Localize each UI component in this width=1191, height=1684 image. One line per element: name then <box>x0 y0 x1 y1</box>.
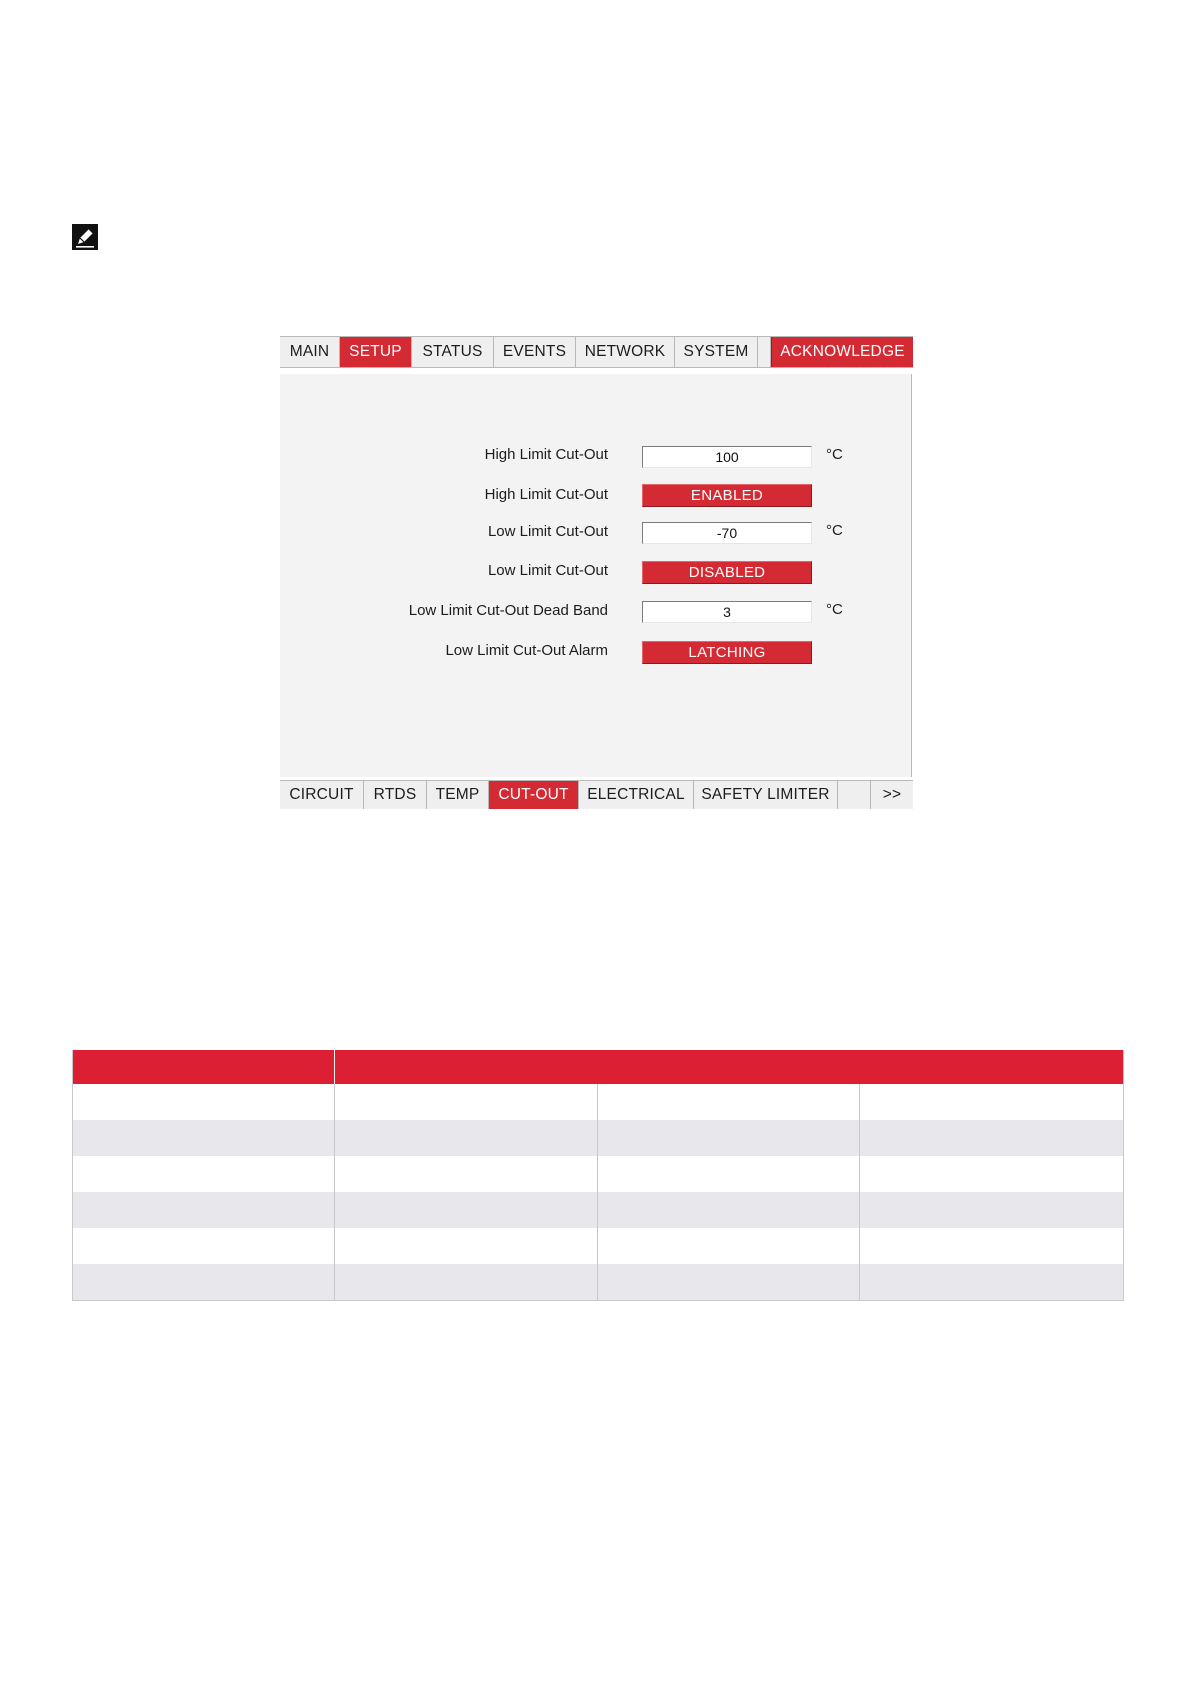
low-limit-unit: °C <box>826 522 843 539</box>
table-row <box>73 1264 1123 1300</box>
dead-band-unit: °C <box>826 601 843 618</box>
tab-rtds[interactable]: RTDS <box>364 781 427 809</box>
tab-temp[interactable]: TEMP <box>427 781 489 809</box>
tab-main[interactable]: MAIN <box>280 337 340 367</box>
low-limit-value-field[interactable]: -70 <box>642 522 812 544</box>
bottom-tab-bar <box>280 780 913 809</box>
high-limit-enabled-button[interactable]: ENABLED <box>642 484 812 507</box>
table-cell <box>598 1084 860 1120</box>
acknowledge-button[interactable]: ACKNOWLEDGE <box>771 337 913 367</box>
table-cell <box>598 1228 860 1264</box>
more-tabs-button[interactable]: >> <box>882 786 902 803</box>
alarm-latching-button[interactable]: LATCHING <box>642 641 812 664</box>
table-cell <box>73 1192 335 1228</box>
high-limit-state-label: High Limit Cut-Out <box>484 486 608 503</box>
table-cell <box>860 1120 1123 1156</box>
cut-out-settings <box>280 374 912 777</box>
tab-status[interactable]: STATUS <box>412 337 494 367</box>
table-cell <box>860 1156 1123 1192</box>
data-table <box>72 1050 1124 1301</box>
table-header-cell <box>73 1050 335 1084</box>
table-cell <box>860 1228 1123 1264</box>
high-limit-value-field[interactable]: 100 <box>642 446 812 468</box>
tab-electrical[interactable]: ELECTRICAL <box>579 781 694 809</box>
table-cell <box>335 1192 598 1228</box>
table-header <box>73 1050 1123 1084</box>
table-cell <box>335 1156 598 1192</box>
table-cell <box>73 1228 335 1264</box>
high-limit-value-label: High Limit Cut-Out <box>484 446 608 463</box>
tab-spacer-bottom <box>838 781 871 809</box>
table-cell <box>598 1264 860 1300</box>
tab-setup[interactable]: SETUP <box>340 337 412 367</box>
table-cell <box>860 1264 1123 1300</box>
table-row <box>73 1228 1123 1264</box>
table-cell <box>73 1264 335 1300</box>
tab-cut-out[interactable]: CUT-OUT <box>489 781 579 809</box>
dead-band-label: Low Limit Cut-Out Dead Band <box>408 602 608 619</box>
tab-network[interactable]: NETWORK <box>576 337 675 367</box>
alarm-label: Low Limit Cut-Out Alarm <box>445 642 608 659</box>
tab-system[interactable]: SYSTEM <box>675 337 758 367</box>
table-cell <box>335 1228 598 1264</box>
table-cell <box>335 1264 598 1300</box>
table-cell <box>73 1120 335 1156</box>
table-row <box>73 1120 1123 1156</box>
table-cell <box>598 1120 860 1156</box>
low-limit-state-label: Low Limit Cut-Out <box>487 562 608 579</box>
table-cell <box>860 1084 1123 1120</box>
table-row <box>73 1192 1123 1228</box>
table-cell <box>860 1192 1123 1228</box>
dead-band-field[interactable]: 3 <box>642 601 812 623</box>
tab-spacer <box>758 337 771 367</box>
table-header-cell <box>335 1050 1123 1084</box>
table-row <box>73 1156 1123 1192</box>
high-limit-unit: °C <box>826 446 843 463</box>
table-cell <box>598 1156 860 1192</box>
table-cell <box>73 1156 335 1192</box>
table-cell <box>598 1192 860 1228</box>
table-cell <box>335 1084 598 1120</box>
tab-circuit[interactable]: CIRCUIT <box>280 781 364 809</box>
hmi-panel <box>280 336 913 809</box>
top-tab-bar <box>280 336 913 368</box>
tab-safety-limiter[interactable]: SAFETY LIMITER <box>694 781 838 809</box>
tab-events[interactable]: EVENTS <box>494 337 576 367</box>
low-limit-disabled-button[interactable]: DISABLED <box>642 561 812 584</box>
table-cell <box>335 1120 598 1156</box>
pencil-note-icon <box>72 224 98 250</box>
low-limit-value-label: Low Limit Cut-Out <box>487 523 608 540</box>
table-cell <box>73 1084 335 1120</box>
table-row <box>73 1084 1123 1120</box>
